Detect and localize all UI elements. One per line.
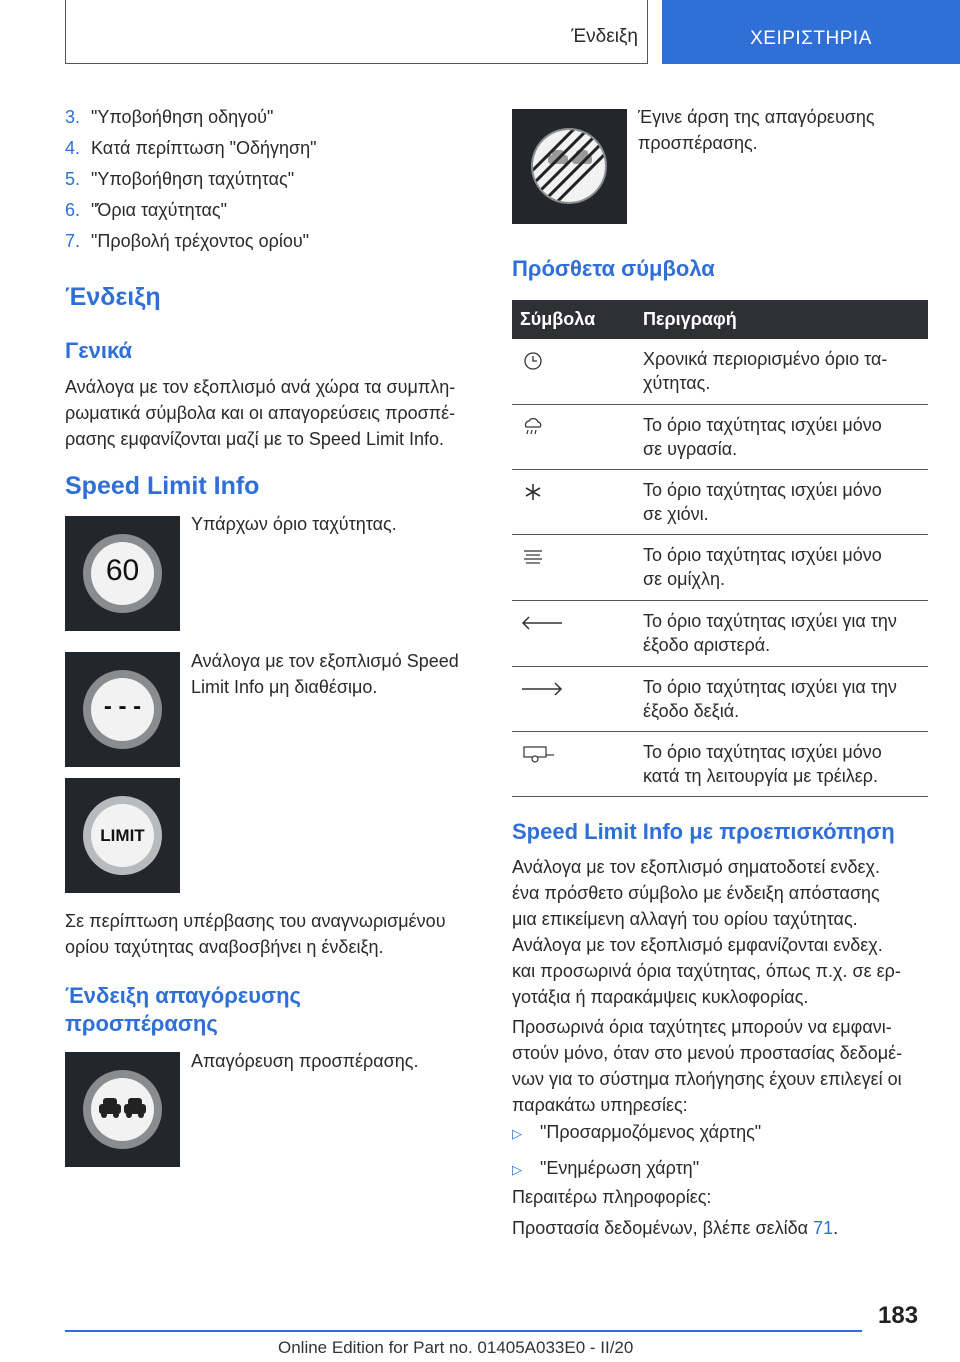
rain-cloud-icon xyxy=(520,417,546,437)
table-header xyxy=(512,300,928,339)
speed-sign-60-image: 60 xyxy=(65,516,180,631)
sign-60-caption: Υπάρχων όριο ταχύτητας. xyxy=(191,514,397,534)
snowflake-icon xyxy=(520,482,546,502)
list-item: 4. Κατά περίπτωση "Οδήγηση" xyxy=(65,138,317,158)
column-header-description: Περιγραφή xyxy=(643,309,737,329)
end-no-overtaking-caption: Έγινε άρση της απαγόρευσης προσπέρασης. xyxy=(638,107,875,153)
footer-divider xyxy=(65,1330,862,1332)
numbered-list xyxy=(65,104,317,259)
page-number: 183 xyxy=(878,1302,919,1329)
speed-limit-info-heading: Speed Limit Info xyxy=(65,472,260,500)
preview-heading: Speed Limit Info με προεπισκόπηση xyxy=(512,819,895,844)
triangle-bullet-icon: ▷ xyxy=(512,1126,522,1141)
preview-paragraph-2: Προσωρινά όρια ταχύτητες μπορούν να εμφανι- στούν μόνο, όταν στο μενού προστασίας δεδομέ- νων για το σύστημα πλοήγησης έχουν επιλεγεί οι παρακάτω υπηρεσίες: xyxy=(512,1017,903,1115)
column-header-symbol: Σύμβολα xyxy=(520,309,596,329)
speed-sign-unavailable-image: - - - xyxy=(65,652,180,767)
additional-symbols-heading: Πρόσθετα σύμβολα xyxy=(512,256,715,281)
no-overtaking-caption: Απαγόρευση προσπέρασης. xyxy=(191,1051,419,1071)
list-item: ▷ "Ενημέρωση χάρτη" xyxy=(512,1155,761,1188)
sign-unavailable-caption: Ανάλογα με τον εξοπλισμό Speed Limit Info μη διαθέσιμο. xyxy=(191,651,459,697)
header-frame xyxy=(65,0,648,64)
table-row: Το όριο ταχύτητας ισχύει μόνο σε ομίχλη. xyxy=(512,535,928,601)
arrow-right-icon xyxy=(520,679,564,699)
table-row: Το όριο ταχύτητας ισχύει μόνο σε υγρασία. xyxy=(512,405,928,470)
fog-icon xyxy=(520,547,546,567)
trailer-icon xyxy=(520,744,556,764)
clock-icon xyxy=(520,351,546,371)
table-row: Το όριο ταχύτητας ισχύει μόνο κατά τη λειτουργία με τρέιλερ. xyxy=(512,732,928,797)
table-row: Το όριο ταχύτητας ισχύει για την έξοδο αριστερά. xyxy=(512,601,928,667)
list-item: 6. "Όρια ταχύτητας" xyxy=(65,200,227,220)
general-text: Ανάλογα με τον εξοπλισμό ανά χώρα τα συμπλη- ρωματικά σύμβολα και οι απαγορεύσεις προσπέ- ρασης εμφανίζονται μαζί με το Speed Limit Info. xyxy=(65,377,456,449)
triangle-bullet-icon: ▷ xyxy=(512,1162,522,1177)
header-section-title: Ένδειξη xyxy=(571,26,638,47)
services-list xyxy=(512,1119,761,1188)
car-pair-icon xyxy=(65,1052,180,1167)
general-heading: Γενικά xyxy=(65,338,133,363)
symbols-table xyxy=(512,300,928,797)
list-item: 5. "Υποβοήθηση ταχύτητας" xyxy=(65,169,295,189)
end-no-overtaking-sign-image xyxy=(512,109,627,224)
list-item: 7. "Προβολή τρέχοντος ορίου" xyxy=(65,231,310,251)
limit-exceeded-text: Σε περίπτωση υπέρβασης του αναγνωρισμένου ορίου ταχύτητας αναβοσβήνει η ένδειξη. xyxy=(65,911,446,957)
more-info-label: Περαιτέρω πληροφορίες: xyxy=(512,1187,712,1207)
arrow-left-icon xyxy=(520,613,564,633)
page-link[interactable]: 71 xyxy=(813,1218,834,1238)
table-row: Το όριο ταχύτητας ισχύει μόνο σε χιόνι. xyxy=(512,470,928,535)
no-overtaking-sign-image xyxy=(65,1052,180,1167)
header-chapter-label: ΧΕΙΡΙΣΤΗΡΙΑ xyxy=(750,28,872,49)
no-overtaking-heading: Ένδειξη απαγόρευσης προσπέρασης xyxy=(65,983,301,1036)
table-row: Το όριο ταχύτητας ισχύει για την έξοδο δεξιά. xyxy=(512,667,928,732)
privacy-reference: Προστασία δεδομένων, βλέπε σελίδα 71. xyxy=(512,1218,839,1238)
table-row: Χρονικά περιορισμένο όριο τα- χύτητας. xyxy=(512,339,928,405)
list-item: ▷ "Προσαρμοζόμενος χάρτης" xyxy=(512,1119,761,1155)
preview-paragraph-1: Ανάλογα με τον εξοπλισμό σηματοδοτεί ενδεχ. ένα πρόσθετο σύμβολο με ένδειξη απόστασης μια επικείμενη αλλαγή του ορίου ταχύτητας. Ανάλογα με τον εξοπλισμό εμφανίζονται ενδεχ. και προσωρινά όρια ταχύτητας, όπως π.χ. σε ερ- γοτάξια ή παρακάμψεις κυκλοφορίας. xyxy=(512,857,901,1007)
list-item: 3. "Υποβοήθηση οδηγού" xyxy=(65,107,274,127)
speed-sign-limit-image: LIMIT xyxy=(65,778,180,893)
display-heading: Ένδειξη xyxy=(65,283,161,311)
end-restriction-icon xyxy=(512,109,627,224)
footer-edition: Online Edition for Part no. 01405A033E0 - II/20 xyxy=(278,1338,634,1357)
